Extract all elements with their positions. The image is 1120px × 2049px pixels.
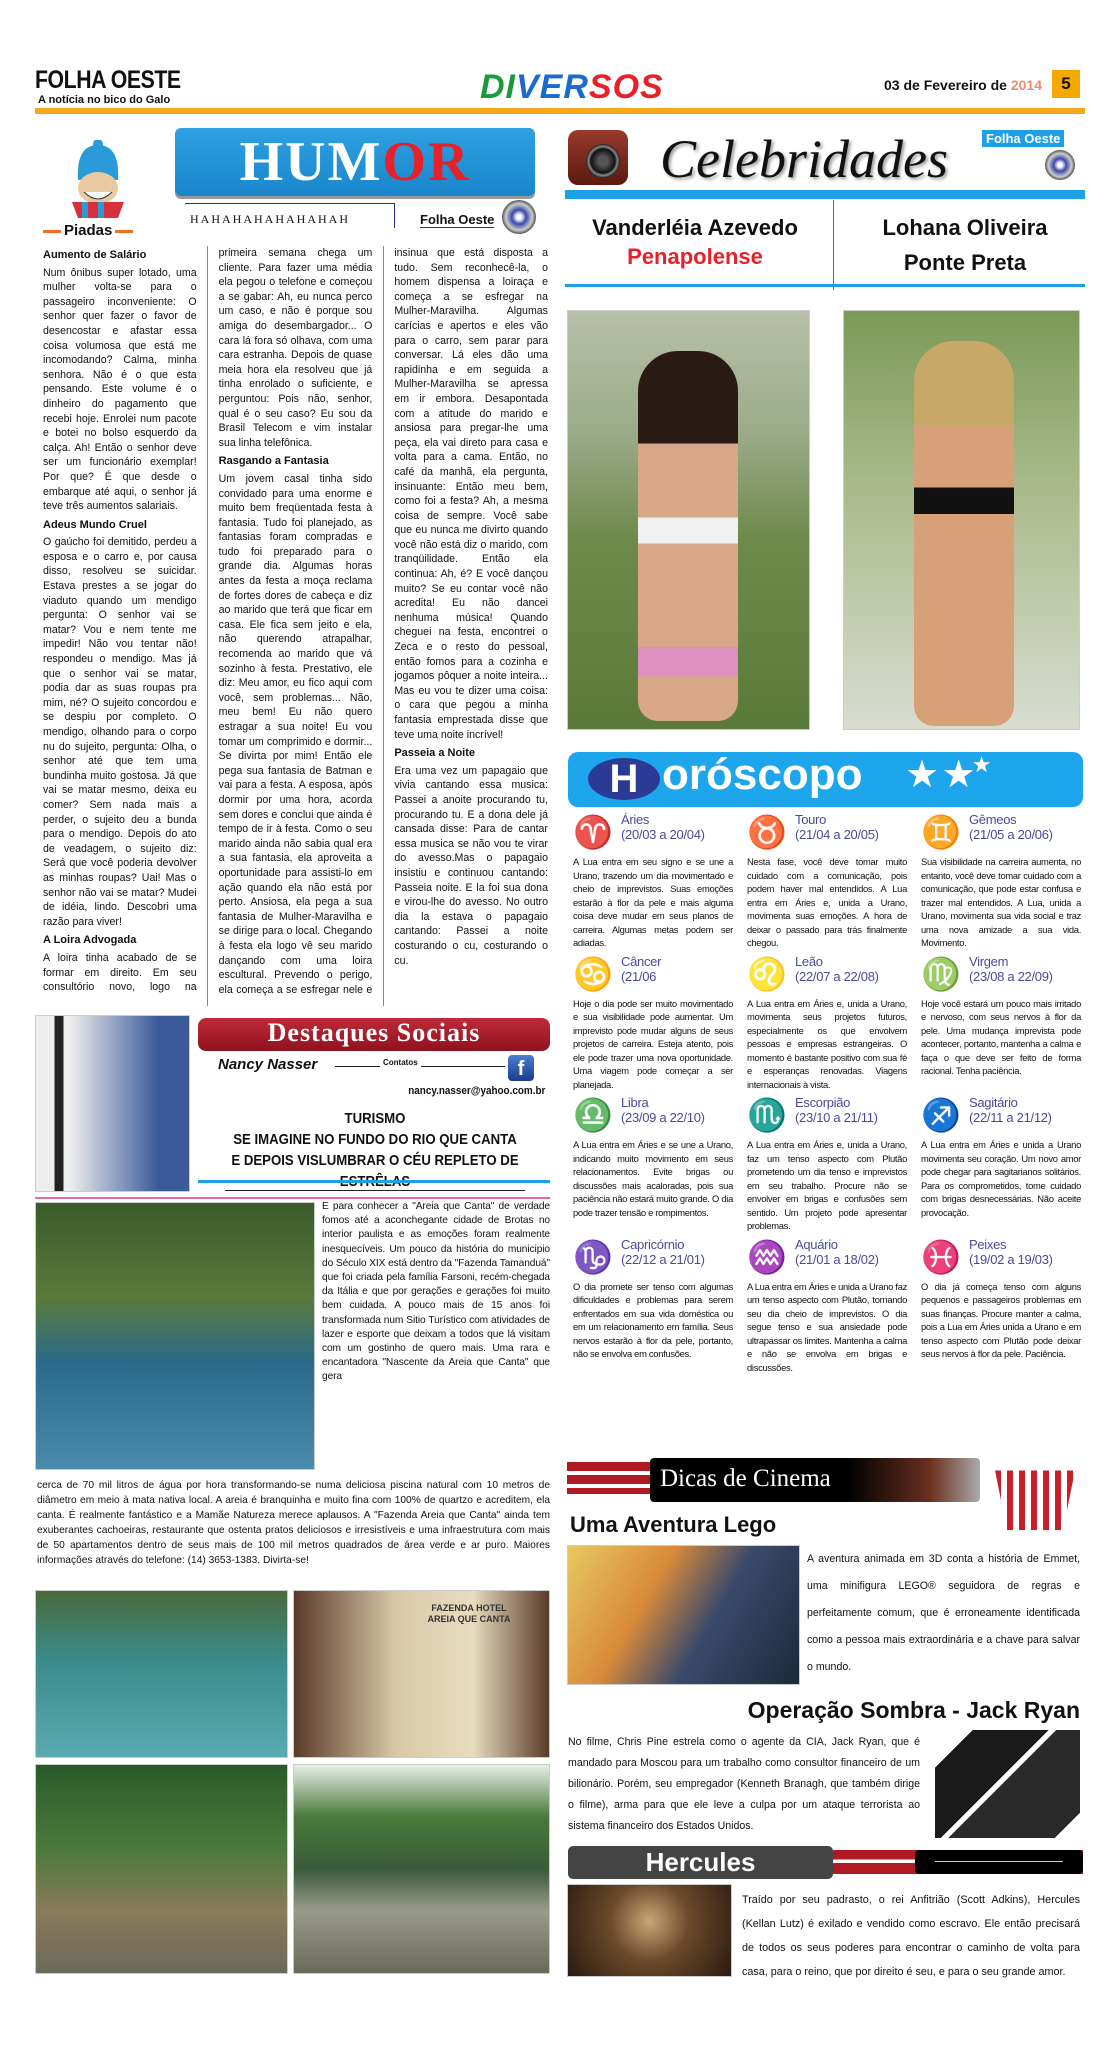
- sign-name: Gêmeos: [969, 812, 1017, 827]
- celebrity-name: Vanderléia Azevedo: [592, 215, 798, 240]
- horoscope-sign: [921, 1095, 1081, 1219]
- headline-line: E DEPOIS VISLUMBRAR O CÉU REPLETO DE: [231, 1152, 519, 1169]
- sign-name: Sagitário: [969, 1095, 1018, 1110]
- sign-heading: [795, 1237, 879, 1277]
- sign-header: [573, 1237, 733, 1277]
- sign-name: Escorpião: [795, 1095, 851, 1110]
- celebrity-name: Lohana Oliveira: [882, 215, 1048, 240]
- sign-name: Peixes: [969, 1236, 1007, 1252]
- sign-dates: (22/11 a 21/12): [969, 1110, 1052, 1125]
- issue-date: [884, 77, 1042, 93]
- date-text: 03 de Fevereiro de: [884, 77, 1007, 93]
- swimming-photo: [35, 1590, 288, 1758]
- horoscope-sign: [921, 812, 1081, 950]
- sign-heading: [795, 954, 879, 994]
- columnist-photo: [35, 1015, 190, 1192]
- sign-dates: (19/02 a 19/03): [969, 1251, 1053, 1267]
- sign-header: [747, 954, 907, 994]
- joke-title: Rasgando a Fantasia: [218, 455, 329, 468]
- sign-heading: [969, 1095, 1052, 1135]
- celebrity-photo: [567, 310, 810, 730]
- columnist-name: Nancy Nasser: [218, 1056, 318, 1073]
- movie-description: A aventura animada em 3D conta a história de Emmet, uma minifigura LEGO® seguidora de regras e perfeitamente comum, que é erroneamente identificada como a pessoa mais extraordinária e a chave para salvar o mundo.: [807, 1553, 1080, 1673]
- horoscope-title: oróscopo: [662, 750, 863, 799]
- sign-text: O dia já começa tenso com alguns pequenos e passageiros problemas em suas finanças. Procure manter a calma, pois a Lua em Áries unida a Urano e em tenso aspecto com Plutão pode deixar seus nervos à flor da pele. Paciência.: [921, 1280, 1081, 1359]
- sagittarius-icon: ♐: [921, 1097, 961, 1133]
- columnist-email[interactable]: nancy.nasser@yahoo.com.br: [407, 1085, 545, 1097]
- section-title-part: VER: [516, 68, 589, 106]
- cinema-banner: Dicas de Cinema: [650, 1458, 980, 1502]
- sign-heading: [969, 1237, 1053, 1277]
- joke-text: Era uma vez um papagaio que vivia cantando essa musica: Passei a anoite procurando tu, procurando tu. E a dona dele já cansada disse: Para de cantar essa musica se não vou te virar do avesso.Mas o papagaio insistiu e continuou cantando: Passeia noite. E la foi sua dona e virou-lhe do avesso. No outro dia la estava o papagaio cantando: Passei a noite costurando o cu, costurando o cu.: [394, 764, 548, 967]
- sign-header: [573, 1095, 733, 1135]
- page-number: 5: [1052, 70, 1080, 98]
- horoscope-sign: [921, 1237, 1081, 1361]
- sign-name: Câncer: [621, 953, 662, 969]
- sign-name: Leão: [795, 953, 823, 969]
- aries-icon: ♈: [573, 814, 613, 850]
- sign-text: Nesta fase, você deve tomar muito cuidado com a comunicação, pois podem haver mal entendidos. A Lua entra em Áries e, unida a Urano, movimenta suas emoções. A hora de deixar o passado para trás finalmente chegou.: [747, 856, 907, 948]
- sign-text: A Lua entra em seu signo e se une a Urano, trazendo um dia movimentado e cheio de imprevistos. Suas emoções estarão à flor da pele e mais alguma coisa deve mudar em seus planos de carreira. Algumas metas podem ser adiadas.: [573, 856, 733, 948]
- joke-title: Passeia a Noite: [394, 747, 476, 760]
- sign-dates: (23/10 a 21/11): [795, 1110, 878, 1125]
- joke-text: A loira tinha acabado de se formar em direito. Em seu consultório novo, logo na primeira semana chega um cliente. Para fazer uma média ela pegou o telefone e começou a se gabar: Ah, eu nunca perco um caso, e não é porque sou amiga do desembargador... O cara lá fora só olhava, com uma cara estranha. Depois de quase meia hora ela resolveu que já tinha enrolado o suficiente, e perguntou: Pois não, senhor, qual é o seu caso? Eu sou da Brasil Telecom e vim instalar sua linha telefônica.: [43, 247, 373, 994]
- section-title-part: SOS: [588, 68, 664, 106]
- sign-text: Sua visibilidade na carreira aumenta, no entanto, você deve tomar cuidado com a comunicação, que pode estar confusa e trazer mal entendidos. A Lua, unida a Urano, movimenta sua vida social e traz uma nova amizade a sua vida. Movimento.: [921, 856, 1081, 948]
- tourism-intro: E para conhecer a "Areia que Canta" de verdade fomos até a aconchegante cidade de Brotas no interior paulista e as emoções foram realmente inesquecíveis. Um pouco da história do municipio do Século XIX está dentro da "Fazenda Tamanduá" que foi criada pela família Farsoni, recém-chegada da Itália e que por gerações e gerações foi muito bem cuidada. A pouco mais de 15 anos foi transformada num Sitio Turístico com atividades de lazer e esporte que deixam a todos que lá visitam com um gostinho de quero mais. Uma rara e encantadora "Nascente da Areia que Canta" que gera: [322, 1201, 550, 1383]
- sign-text: Hoje você estará um pouco mais irritado e nervoso, com seus nervos à flor da pele. Uma mudança imprevista pode acontecer, portanto, mantenha a calma e faça o que deve ser feito de forma racional. Tenha paciência.: [921, 997, 1081, 1076]
- cinema-stripes: [567, 1462, 657, 1494]
- waterfall-photo: [293, 1764, 550, 1974]
- horoscope-sign: [573, 812, 733, 950]
- date-year: 2014: [1010, 77, 1042, 93]
- horoscope-title-initial: H: [588, 758, 660, 800]
- section-title-part: DI: [480, 68, 516, 106]
- aquarius-icon: ♒: [747, 1238, 787, 1275]
- sign-name: Virgem: [969, 953, 1009, 969]
- libra-icon: ♎: [573, 1097, 613, 1133]
- humor-title-a: HUM: [239, 131, 383, 193]
- sign-text: Hoje o dia pode ser muito movimentado e sua visibilidade pode aumentar. Um imprevisto pode mudar alguns de seus projetos de carreira. Esteja atento, pois ele pode trazer uma nova oportunidade. Uma viagem pode começar a ser planejada.: [573, 997, 733, 1090]
- hercules-image: [567, 1884, 732, 1977]
- celebrity-team: Ponte Preta: [903, 250, 1027, 275]
- joke-text: O gaúcho foi demitido, perdeu a esposa e o carro e, por causa disso, resolveu se suicidar. Estava prestes a se jogar do viaduto quando um mendigo pergunta: O senhor vai se matar? Vou e nem tente me impedir! Não vou tentar não! respondeu o mendigo. Mas já que o senhor vai se matar, podia dar as suas roupas pra mim, né? O sujeito concordou e se despiu por completo. O mendigo, olhando para o corpo nu do sujeito, pergunta: Olha, o senhor até que tem uma bundinha muito gostosa. Já que vai se matar mesmo, deixa eu comer? Sem nada mais a perder, o sujeito deu a bunda para o mendigo. Depois do ato de veadagem, o sujeito diz: Será que você poderia devolver as minhas roupas? Uai! Mas o senhor não vai se matar? Mudei de idéia, lindo. Descobri uma razão para viver!: [43, 536, 197, 928]
- cancer-icon: ♋: [573, 955, 613, 992]
- hercules-black-bar: [915, 1850, 1083, 1874]
- tourism-text: cerca de 70 mil litros de água por hora transformando-se numa deliciosa piscina natural com 10 metros de diâmetro em meio à mata nativa local. A areia é branquinha e muito fina com 100% de quartzo e acreditem, ela canta. É realmente fantástico e a Mamãe Natureza merece aplausos. A "Fazenda Areia que Canta" ainda tem exuberantes cachoeiras, restaurante que ostenta pratos deliciosos e irresistíveis e uma infraestrutura com mais de 50 apartamentos dentro de seus mais de 100 mil metros quadrados de área verde e ar puro. Maiores informações através do telefone: (14) 3653-1383. Divirta-se!: [37, 1480, 550, 1566]
- popcorn-icon: [995, 1460, 1075, 1530]
- camera-icon: [568, 130, 628, 185]
- sign-heading: [621, 812, 705, 852]
- horoscope-sign: [921, 954, 1081, 1078]
- movie-title: Operação Sombra - Jack Ryan: [747, 1697, 1080, 1723]
- stream-photo: [35, 1764, 288, 1974]
- contacts-label: Contatos: [380, 1058, 421, 1067]
- social-highlights-banner: Destaques Sociais: [198, 1018, 550, 1051]
- sign-header: [573, 954, 733, 994]
- section-title: [480, 68, 664, 107]
- camera-lens-icon: [502, 200, 536, 234]
- jokes-label: Piadas: [40, 222, 136, 239]
- horoscope-grid: [573, 812, 1083, 1374]
- hotel-sign-text: FAZENDA HOTEL AREIA QUE CANTA: [427, 1603, 511, 1624]
- horoscope-sign: [573, 954, 733, 1092]
- horoscope-sign: [747, 954, 907, 1092]
- sign-header: [747, 1095, 907, 1135]
- sign-dates: (23/09 a 22/10): [621, 1110, 705, 1125]
- facebook-icon[interactable]: f: [508, 1055, 534, 1081]
- movie-title: Uma Aventura Lego: [570, 1512, 777, 1537]
- celebrity-team: Penapolense: [627, 244, 763, 269]
- joke-title: Aumento de Salário: [43, 249, 147, 261]
- headline-line: TURISMO: [344, 1110, 406, 1127]
- headline-line: SE IMAGINE NO FUNDO DO RIO QUE CANTA: [233, 1131, 517, 1148]
- sign-header: [747, 1237, 907, 1277]
- hercules-banner: Hercules: [568, 1846, 833, 1879]
- joke-title: Adeus Mundo Cruel: [43, 518, 147, 531]
- horoscope-sign: [747, 812, 907, 950]
- horoscope-sign: [573, 1095, 733, 1219]
- newspaper-tagline: A notícia no bico do Galo: [38, 94, 171, 106]
- movie-description: Traído por seu padrasto, o rei Anfitrião (Scott Adkins), Hercules (Kellan Lutz) é exilado e vendido como escravo. Ele então precisará de todos os seus poderes para encontrar o caminho de volta para casa, para o reino, que por direito é seu, e para o seu grande amor.: [742, 1894, 1080, 1978]
- humor-banner: [175, 128, 535, 196]
- newspaper-logo: FOLHA OESTE: [35, 66, 181, 94]
- sign-dates: (22/12 a 21/01): [621, 1251, 705, 1267]
- celebrities-title: Celebridades: [660, 129, 948, 189]
- sign-header: [747, 812, 907, 852]
- joke-text: Um jovem casal tinha sido convidado para uma enorme e muito bem freqüentada festa à fantasia. Tudo foi planejado, as fantasias foram compradas e tudo foi preparado para o grande dia. Algumas horas antes da festa a moça reclama de fortes dores de cabeça e diz ao marido que terá que ficar em casa. Ele fica sem jeito e ela, não querendo atrapalhar, recomenda ao marido que vá sozinho à festa. Prestativo, ele diz: Meu amor, eu fico aqui com você, sem problemas... Não, meu bem! Eu não quero estragar a sua noite! Eu vou tomar um comprimido e dormir... Se divirta por mim! Então ele pega sua fantasia de Batman e vai para a festa. A esposa, após dormir por uma hora, acorda sem dores e conclui que ainda é tempo de ir à festa. Como o seu marido ainda não sabia qual era a sua fantasia, ela aproveita a oportunidade para assisti-lo em ação quando ela não está por perto. Ansiosa, ela pega a sua fantasia de Mulher-Maravilha e se dirige para o local. Chegando à festa ela logo vê seu marido dançando com uma loira escultural. Prevendo o perigo, ela começa a se esfregar nele e insinua que está disposta a tudo. Sem reconhecê-la, o homem dispensa a loiraça e começa a se esfregar na Mulher-Maravilha. Algumas carícias e apertos e eles vão para o carro, sem parar para conversar. Lá eles dão uma rapidinha e em seguida a Mulher-Maravilha se apressa em ir embora. Desapontada com a atitude do marido e ansiosa para pregar-lhe uma peça, ela vai direto para casa e volta para a cama. Então, no café da manhã, ela pergunta, insinuante: Então meu bem, como foi a festa? Ah, a mesma coisa de sempre. Você sabe que eu nunca me divirto quando você não está diz o marido, com tranqüilidade. Então ela continua: Ah, é? E você dançou muito? Se eu contar você não acredita! Eu não dancei nenhuma música! Quando cheguei na festa, encontrei o Zeca e o resto do pessoal, então fomos para a cozinha e jogamos pôquer a noite inteira... Mas eu vou te dizer uma coisa: o cara que pegou a minha fantasia emprestada disse que teve uma noite incrível!: [218, 247, 548, 996]
- celebrities-bar: [565, 190, 1085, 200]
- sign-heading: [969, 812, 1053, 852]
- river-photo: [35, 1202, 315, 1470]
- joke-title: A Loira Advogada: [43, 934, 137, 947]
- sign-text: A Lua entra em Áries e, unida a Urano, movimenta seus projetos futuros, especialmente os que envolvem pessoas e empresas estrangeiras. O momento é bastante positivo com sua fé e esperanças renovadas. Viagens internacionais à vista.: [747, 997, 907, 1090]
- sign-header: [921, 812, 1081, 852]
- sign-name: Aquário: [795, 1236, 838, 1252]
- sign-name: Capricórnio: [621, 1236, 685, 1252]
- sign-dates: (21/06: [621, 968, 657, 984]
- leo-icon: ♌: [747, 955, 787, 992]
- capricorn-icon: ♑: [573, 1238, 613, 1275]
- virgo-icon: ♍: [921, 955, 961, 992]
- sign-header: [921, 1095, 1081, 1135]
- scorpio-icon: ♏: [747, 1097, 787, 1133]
- cyan-divider: [198, 1180, 550, 1183]
- sign-name: Áries: [621, 812, 650, 827]
- sign-dates: (22/07 a 22/08): [795, 968, 879, 984]
- sign-text: A Lua entra em Áries e unida a Urano faz um tenso aspecto com Plutão, tornando seu dia cheio de imprevistos. O dia segue tenso e sua ansiedade pode ultrapassar os limites. Mantenha a calma e não se envolva em brigas e discussões.: [747, 1280, 907, 1373]
- movie-description: No filme, Chris Pine estrela como o agente da CIA, Jack Ryan, que é mandado para Moscou para um trabalho como consultor financeiro de um bilionário. Porém, seu empregador (Kenneth Branagh, que também dirige o filme), arma para que ele leve a culpa por um ataque terrorista ao sistema financeiro dos Estados Unidos.: [568, 1736, 920, 1832]
- sign-name: Libra: [621, 1095, 649, 1110]
- jokes-columns: [43, 246, 548, 1006]
- jack-ryan-image: [935, 1730, 1080, 1838]
- sign-text: A Lua entra em Áries e unida a Urano movimenta seu coração. Um novo amor pode chegar para sagitarianos solitários. Para os comprometidos, tome cuidado com brigas desnecessárias. Não aceite provocação.: [921, 1139, 1081, 1218]
- sign-header: [573, 812, 733, 852]
- sign-heading: [621, 1095, 705, 1135]
- lego-movie-image: [567, 1545, 800, 1685]
- sign-text: A Lua entra em Áries e se une a Urano, indicando muito movimento em seus relacionamentos. Evite brigas ou discussões mais acaloradas, pois sua paciência não estará muito grande. O dia pode trazer tensão e rompimentos.: [573, 1139, 733, 1218]
- horoscope-sign: [747, 1237, 907, 1375]
- sign-text: A Lua entra em Áries e, unida a Urano, faz um tenso aspecto com Plutão prometendo um dia tenso e imprevistos em seu trabalho. Procure não se envolver em brigas e confusões sem sentido. Um projeto pode apresentar problemas.: [747, 1139, 907, 1231]
- camera-lens-icon: [1045, 150, 1075, 180]
- sign-heading: [969, 954, 1053, 994]
- horoscope-sign: [573, 1237, 733, 1361]
- humor-title-b: OR: [382, 131, 471, 193]
- celebrity-photo: [843, 310, 1080, 730]
- sign-dates: (21/01 a 18/02): [795, 1251, 879, 1267]
- haha-text: HAHAHAHAHAHAHAH: [190, 212, 350, 226]
- pisces-icon: ♓: [921, 1238, 961, 1275]
- celebrities-badge: Folha Oeste: [982, 130, 1064, 147]
- sign-heading: [621, 1237, 705, 1277]
- sign-dates: (20/03 a 20/04): [621, 827, 705, 842]
- sign-heading: [621, 954, 661, 994]
- celebrities-divider: [833, 200, 834, 290]
- pink-divider: [35, 1197, 550, 1199]
- taurus-icon: ♉: [747, 814, 787, 850]
- horoscope-sign: [747, 1095, 907, 1233]
- gemini-icon: ♊: [921, 814, 961, 850]
- black-divider: [225, 1190, 525, 1191]
- sign-header: [921, 954, 1081, 994]
- humor-badge: Folha Oeste: [420, 212, 495, 227]
- hotel-sign-photo: [293, 1590, 550, 1758]
- sign-dates: (21/04 a 20/05): [795, 827, 879, 842]
- sign-header: [921, 1237, 1081, 1277]
- sign-text: O dia promete ser tenso com algumas dificuldades e problemas para serem enfrentados em sua vida doméstica ou em um relacionamento em família. Seus nervos estarão à flor da pele, portanto, não se envolva em confusões.: [573, 1280, 733, 1359]
- troll-mascot-icon: [58, 140, 138, 220]
- sign-heading: [795, 1095, 878, 1135]
- stars-icon: ★ ★★: [905, 752, 988, 796]
- header-rule: [35, 108, 1085, 114]
- joke-text: Num ônibus super lotado, uma mulher volta-se para o passageiro inconveniente: O senhor quer fazer o favor de desencostar e afastar essa coisa volumosa que está me incomodando? Calma, minha senhora. Não é o que esta pensando. Este volume é o dinheiro do pagamento que recebi hoje. Enrolei num pacote e botei no bolso esquerdo da calça. Ah! Então o senhor deve ser um funcionário exemplar! Por que? É que desde o embarque até aqui, o senhor já teve três aumentos salariais.: [43, 266, 197, 513]
- sign-dates: (21/05 a 20/06): [969, 827, 1053, 842]
- celebrities-underline: [565, 284, 1085, 287]
- sign-name: Touro: [795, 812, 827, 827]
- sign-heading: [795, 812, 879, 852]
- sign-dates: (23/08 a 22/09): [969, 968, 1053, 984]
